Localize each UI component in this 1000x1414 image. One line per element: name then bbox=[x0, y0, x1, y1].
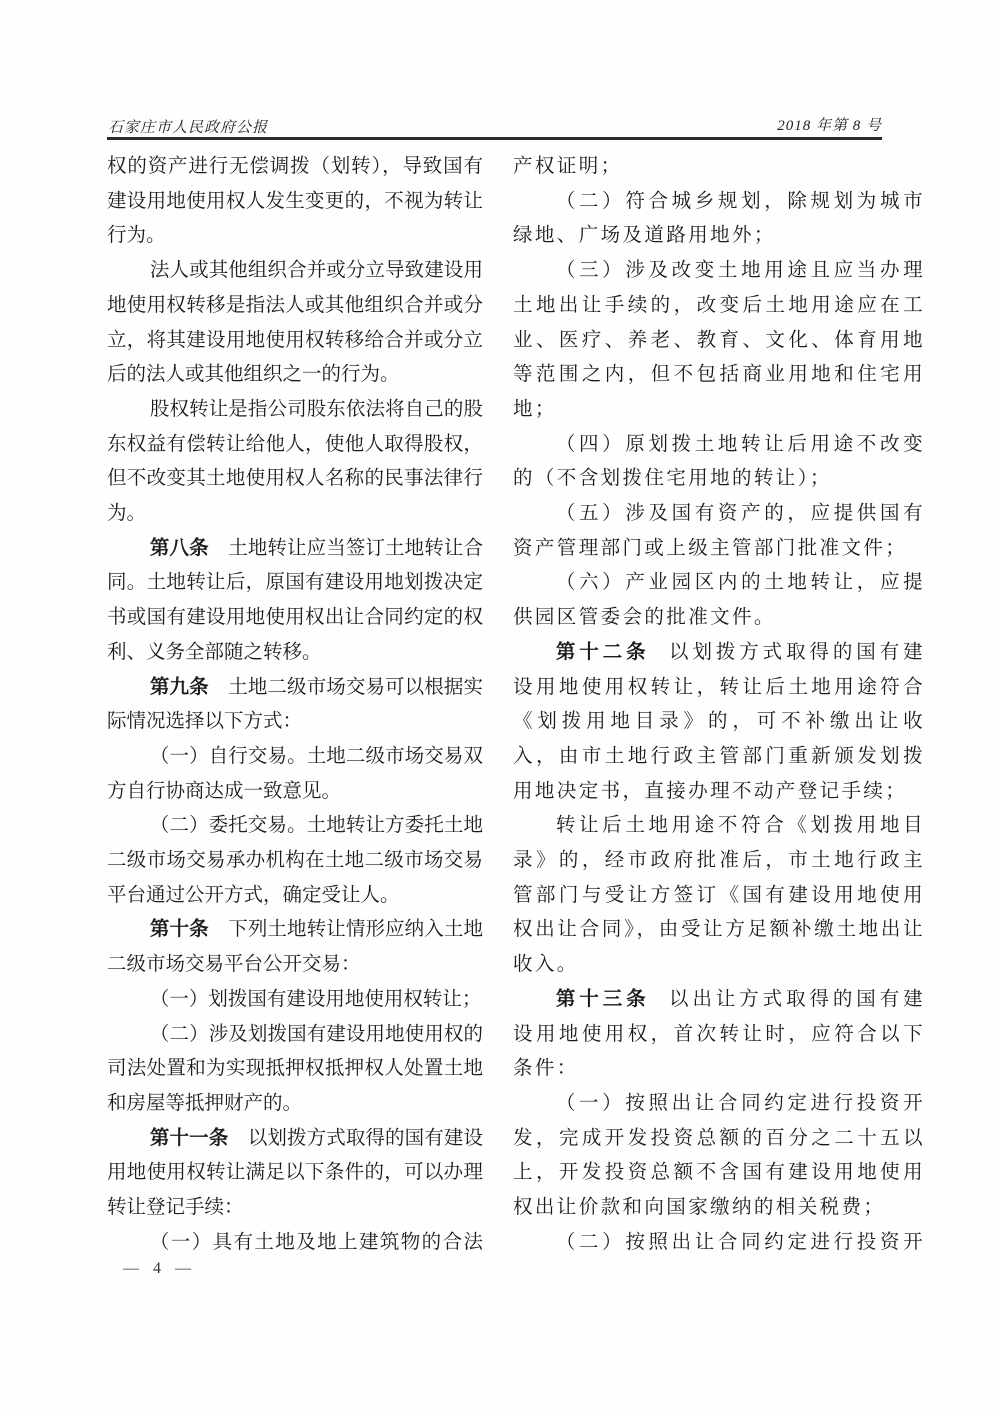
paragraph-article-8 bbox=[107, 532, 483, 671]
paragraph: （二）按照出让合同约定进行投资开 bbox=[555, 1231, 925, 1253]
paragraph: 法人或其他组织合并或分立导致建设用地使用权转移是指法人或其他组织合并或分立，将其建设用地使用权转移给合并或分立后的法人或其他组织之一的行为。 bbox=[107, 260, 483, 386]
paragraph: （一）按照出让合同约定进行投资开发，完成开发投资总额的百分之二十五以上，开发投资总额不含国有建设用地使用权出让价款和向国家缴纳的相关税费； bbox=[513, 1092, 925, 1219]
issue-label: 2018 年第 8 号 bbox=[777, 118, 882, 134]
article-number: 第十条 bbox=[149, 919, 209, 941]
paragraph: （一）自行交易。土地二级市场交易双方自行协商达成一致意见。 bbox=[107, 745, 483, 802]
paragraph: 股权转让是指公司股东依法将自己的股东权益有偿转让给他人，使他人取得股权，但不改变其土地使用权人名称的民事法律行为。 bbox=[107, 398, 483, 525]
paragraph: （二）涉及划拨国有建设用地使用权的司法处置和为实现抵押权抵押权人处置土地和房屋等抵押财产的。 bbox=[107, 1023, 483, 1114]
paragraph-text: 下列土地转让情形应纳入土地二级市场交易平台公开交易： bbox=[107, 919, 483, 976]
paragraph: （一）具有土地及地上建筑物的合法 bbox=[149, 1231, 483, 1253]
paragraph-text: 以出让方式取得的国有建设用地使用权，首次转让时，应符合以下条件： bbox=[513, 988, 925, 1080]
paragraph-text: 以划拨方式取得的国有建设用地使用权转让，转让后土地用途符合《划拨用地目录》的，可不补缴出让收入，由市土地行政主管部门重新颁发划拨用地决定书，直接办理不动产登记手续； bbox=[513, 641, 925, 802]
paragraph: （二）符合城乡规划，除规划为城市绿地、广场及道路用地外； bbox=[513, 190, 925, 247]
paragraph-article-10 bbox=[107, 913, 483, 982]
paragraph-text: 土地二级市场交易可以根据实际情况选择以下方式： bbox=[107, 676, 483, 733]
paragraph: 转让后土地用途不符合《划拨用地目录》的，经市政府批准后，市土地行政主管部门与受让方签订《国有建设用地使用权出让合同》，由受让方足额补缴土地出让收入。 bbox=[513, 815, 925, 976]
paragraph: （四）原划拨土地转让后用途不改变的（不含划拨住宅用地的转让）； bbox=[513, 433, 925, 490]
paragraph: （三）涉及改变土地用途且应当办理土地出让手续的，改变后土地用途应在工业、医疗、养老、教育、文化、体育用地等范围之内，但不包括商业用地和住宅用地； bbox=[513, 260, 925, 420]
paragraph: 权的资产进行无偿调拨（划转），导致国有建设用地使用权人发生变更的，不视为转让行为。 bbox=[107, 156, 483, 247]
paragraph: （二）委托交易。土地转让方委托土地二级市场交易承办机构在土地二级市场交易平台通过公开方式，确定受让人。 bbox=[107, 815, 483, 906]
header-rule bbox=[107, 137, 882, 140]
paragraph-text: 以划拨方式取得的国有建设用地使用权转让满足以下条件的，可以办理转让登记手续： bbox=[107, 1127, 483, 1219]
paragraph-article-9 bbox=[107, 671, 483, 740]
article-number: 第十三条 bbox=[555, 988, 650, 1010]
paragraph-article-11 bbox=[107, 1122, 483, 1226]
paragraph-article-12 bbox=[513, 636, 925, 810]
publication-title: 石家庄市人民政府公报 bbox=[108, 120, 269, 136]
paragraph: （五）涉及国有资产的，应提供国有资产管理部门或上级主管部门批准文件； bbox=[513, 503, 925, 559]
left-column bbox=[107, 150, 483, 1261]
article-number: 第十一条 bbox=[149, 1127, 229, 1149]
paragraph-text: 土地转让应当签订土地转让合同。土地转让后，原国有建设用地划拨决定书或国有建设用地使用权出让合同约定的权利、义务全部随之转移。 bbox=[107, 537, 483, 663]
paragraph: （六）产业园区内的土地转让，应提供园区管委会的批准文件。 bbox=[513, 572, 925, 629]
paragraph: 产权证明； bbox=[513, 156, 623, 177]
article-number: 第九条 bbox=[149, 676, 209, 698]
right-column bbox=[513, 150, 925, 1261]
paragraph: （一）划拨国有建设用地使用权转让； bbox=[149, 988, 482, 1010]
paragraph-article-13 bbox=[513, 983, 925, 1087]
page-number: — 4 — bbox=[123, 1260, 196, 1277]
article-number: 第八条 bbox=[149, 537, 209, 559]
article-number: 第十二条 bbox=[555, 641, 650, 663]
